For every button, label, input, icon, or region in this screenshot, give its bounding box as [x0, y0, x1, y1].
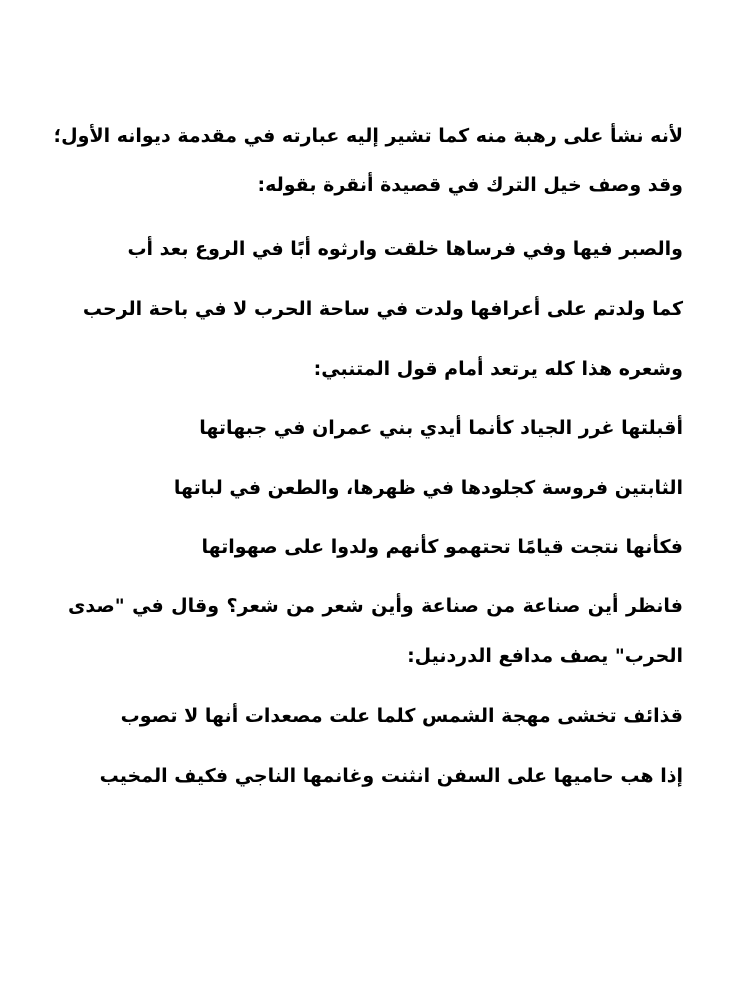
text-line-8: فكأنها نتجت قيامًا تحتهمو كأنهم ولدوا على صهواتها — [201, 536, 683, 558]
text-line-9: فانظر أين صناعة من صناعة وأين شعر من شعر؟ وقال في "صدى — [68, 595, 683, 617]
text-line-6: أقبلتها غرر الجياد كأنما أيدي بني عمران في جبهاتها — [199, 417, 683, 439]
text-line-11: قذائف تخشى مهجة الشمس كلما علت مصعدات أنها لا تصوب — [120, 705, 683, 727]
text-line-7: الثابتين فروسة كجلودها في ظهرها، والطعن في لباتها — [173, 477, 683, 499]
text-line-2: وقد وصف خيل الترك في قصيدة أنقرة بقوله: — [257, 174, 683, 196]
text-line-4: كما ولدتم على أعرافها ولدت في ساحة الحرب لا في باحة الرحب — [82, 298, 683, 320]
text-line-1: لأنه نشأ على رهبة منه كما تشير إليه عبارته في مقدمة ديوانه الأول؛ — [53, 125, 683, 147]
text-line-5: وشعره هذا كله يرتعد أمام قول المتنبي: — [313, 358, 683, 380]
text-line-3: والصبر فيها وفي فرساها خلقت وارثوه أبًا في الروع بعد أب — [127, 238, 683, 260]
text-line-12: إذا هب حاميها على السفن انثنت وغانمها الناجي فكيف المخيب — [99, 765, 683, 787]
text-line-10: الحرب" يصف مدافع الدردنيل: — [407, 645, 683, 667]
